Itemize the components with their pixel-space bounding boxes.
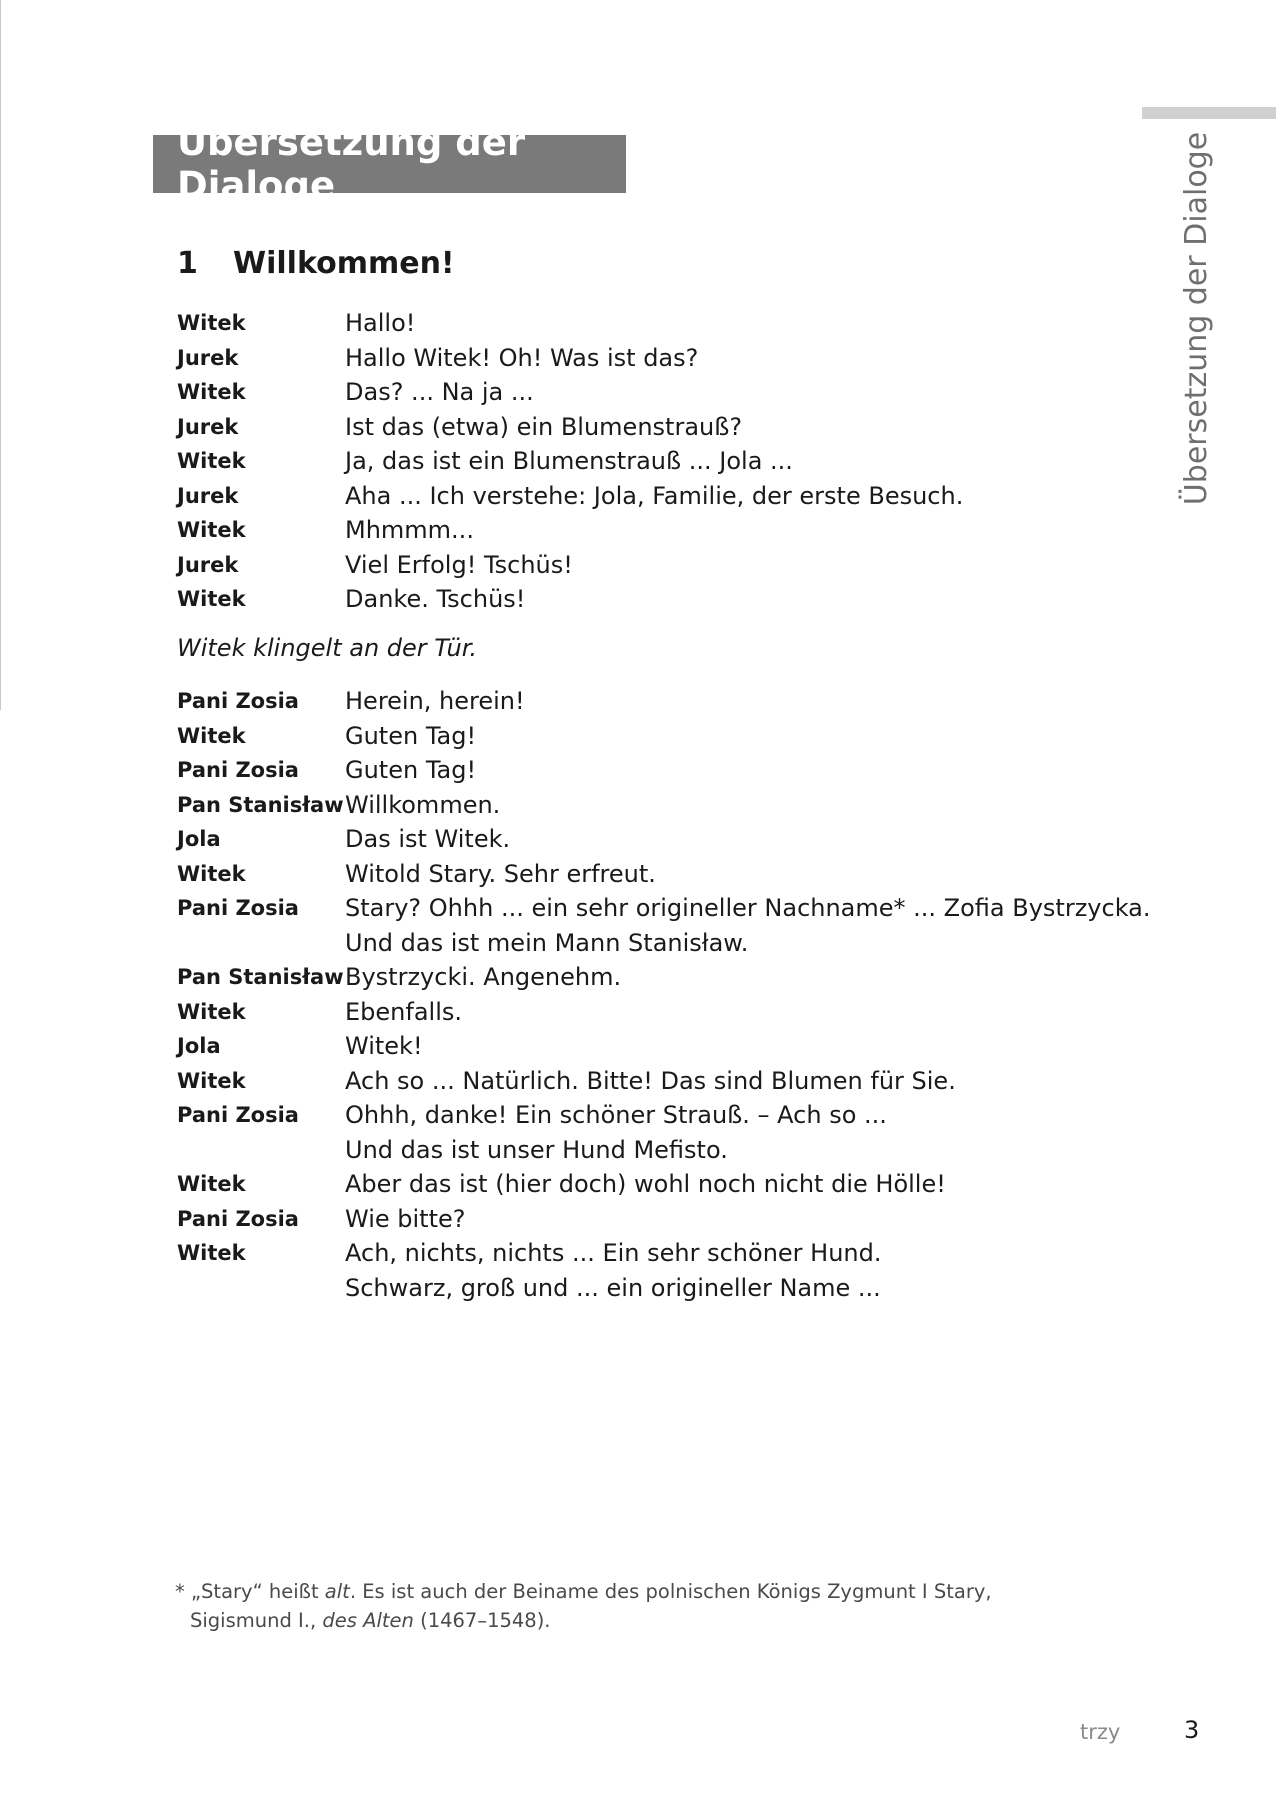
speaker-name: Pani Zosia	[177, 758, 299, 783]
footnote-line-1	[175, 1577, 992, 1606]
dialogue-line	[177, 444, 1097, 479]
dialogue-line	[177, 1202, 1097, 1237]
dialogue-line	[177, 1167, 1097, 1202]
dialogue-text: Das? ... Na ja ...	[345, 378, 534, 407]
dialogue-line	[177, 306, 1097, 341]
dialogue-text: Witek!	[345, 1032, 423, 1061]
dialogue-line	[177, 410, 1097, 445]
side-chapter-label	[1178, 131, 1216, 505]
speaker-name: Pani Zosia	[177, 1206, 299, 1231]
side-chapter-label-text: Übersetzung der Dialoge	[1179, 131, 1215, 505]
footnote-italic: alt	[324, 1580, 350, 1603]
dialogue-text: Ebenfalls.	[345, 997, 462, 1026]
dialogue-block-1	[177, 306, 1097, 617]
dialogue-line	[177, 788, 1097, 823]
dialogue-line	[177, 582, 1097, 617]
dialogue-text: Willkommen.	[345, 790, 501, 819]
footnote-text: Sigismund I.,	[190, 1609, 323, 1632]
dialogue-line	[177, 375, 1097, 410]
speaker-name: Pani Zosia	[177, 689, 299, 714]
speaker-name: Jurek	[177, 414, 239, 439]
page-edge-rule	[0, 0, 1, 710]
dialogue-line	[177, 684, 1097, 719]
dialogue-text: Ohhh, danke! Ein schöner Strauß. – Ach so ...	[345, 1101, 887, 1130]
dialogue-line	[177, 995, 1097, 1030]
dialogue-line	[177, 719, 1097, 754]
dialogue-text: Aha ... Ich verstehe: Jola, Familie, der erste Besuch.	[345, 481, 964, 510]
dialogue-text: Bystrzycki. Angenehm.	[345, 963, 622, 992]
footnote-text: „Stary“ heißt	[184, 1580, 325, 1603]
page-title-text: Übersetzung der Dialoge	[177, 121, 526, 207]
speaker-name: Pan Stanisław	[177, 792, 344, 817]
dialogue-line	[177, 479, 1097, 514]
dialogue-line	[177, 926, 1097, 961]
speaker-name: Jurek	[177, 552, 239, 577]
dialogue-text: Stary? Ohhh ... ein sehr origineller Nachname* ... Zofia Bystrzycka.	[345, 894, 1151, 923]
dialogue-line	[177, 1098, 1097, 1133]
dialogue-text: Hallo Witek! Oh! Was ist das?	[345, 343, 699, 372]
dialogue-text: Und das ist unser Hund Mefisto.	[345, 1135, 728, 1164]
dialogue-line	[177, 822, 1097, 857]
dialogue-text: Schwarz, groß und ... ein origineller Name ...	[345, 1273, 881, 1302]
speaker-name: Witek	[177, 1068, 246, 1093]
speaker-name: Jola	[177, 1034, 221, 1059]
speaker-name: Jola	[177, 827, 221, 852]
dialogue-text: Guten Tag!	[345, 721, 477, 750]
dialogue-line	[177, 341, 1097, 376]
dialogue-line	[177, 753, 1097, 788]
dialogue-line	[177, 960, 1097, 995]
dialogue-line	[177, 1271, 1097, 1306]
speaker-name: Witek	[177, 449, 246, 474]
dialogue-line	[177, 857, 1097, 892]
footnote-text: (1467–1548).	[413, 1609, 551, 1632]
dialogue-line	[177, 1236, 1097, 1271]
section-heading	[177, 246, 455, 281]
dialogue-line	[177, 513, 1097, 548]
dialogue-text: Und das ist mein Mann Stanisław.	[345, 928, 749, 957]
dialogue-text: Hallo!	[345, 309, 416, 338]
speaker-name: Pani Zosia	[177, 1103, 299, 1128]
dialogue-line	[177, 1133, 1097, 1168]
speaker-name: Witek	[177, 1172, 246, 1197]
footer-page-word: trzy	[1080, 1720, 1121, 1744]
page-title	[153, 121, 626, 207]
stage-direction: Witek klingelt an der Tür.	[177, 634, 478, 662]
footnote-line-2	[175, 1606, 992, 1635]
speaker-name: Witek	[177, 311, 246, 336]
speaker-name: Pan Stanisław	[177, 965, 344, 990]
dialogue-text: Danke. Tschüs!	[345, 585, 526, 614]
footnote-marker: *	[175, 1580, 185, 1603]
dialogue-text: Witold Stary. Sehr erfreut.	[345, 859, 656, 888]
dialogue-text: Ist das (etwa) ein Blumenstrauß?	[345, 412, 743, 441]
speaker-name: Witek	[177, 518, 246, 543]
dialogue-line	[177, 1029, 1097, 1064]
dialogue-text: Aber das ist (hier doch) wohl noch nicht die Hölle!	[345, 1170, 946, 1199]
speaker-name: Witek	[177, 723, 246, 748]
dialogue-text: Herein, herein!	[345, 687, 525, 716]
speaker-name: Pani Zosia	[177, 896, 299, 921]
speaker-name: Jurek	[177, 345, 239, 370]
dialogue-text: Mhmmm...	[345, 516, 474, 545]
chapter-tab-bar	[1142, 107, 1276, 119]
footnote-italic: des Alten	[322, 1609, 414, 1632]
speaker-name: Witek	[177, 861, 246, 886]
dialogue-text: Ach so ... Natürlich. Bitte! Das sind Blumen für Sie.	[345, 1066, 956, 1095]
speaker-name: Witek	[177, 587, 246, 612]
speaker-name: Witek	[177, 999, 246, 1024]
dialogue-text: Wie bitte?	[345, 1204, 466, 1233]
speaker-name: Witek	[177, 380, 246, 405]
speaker-name: Jurek	[177, 483, 239, 508]
section-number: 1	[177, 246, 198, 281]
section-title: Willkommen!	[233, 246, 455, 281]
dialogue-text: Das ist Witek.	[345, 825, 511, 854]
dialogue-text: Ja, das ist ein Blumenstrauß ... Jola ...	[345, 447, 793, 476]
page-number: 3	[1184, 1716, 1200, 1744]
speaker-name: Witek	[177, 1241, 246, 1266]
dialogue-text: Ach, nichts, nichts ... Ein sehr schöner Hund.	[345, 1239, 882, 1268]
footnote	[175, 1577, 992, 1635]
dialogue-text: Viel Erfolg! Tschüs!	[345, 550, 573, 579]
dialogue-block-2	[177, 684, 1151, 1305]
dialogue-line	[177, 1064, 1097, 1099]
dialogue-text: Guten Tag!	[345, 756, 477, 785]
dialogue-line	[177, 891, 1151, 926]
dialogue-line	[177, 548, 1097, 583]
footnote-text: . Es ist auch der Beiname des polnischen Königs Zygmunt I Stary,	[349, 1580, 992, 1603]
